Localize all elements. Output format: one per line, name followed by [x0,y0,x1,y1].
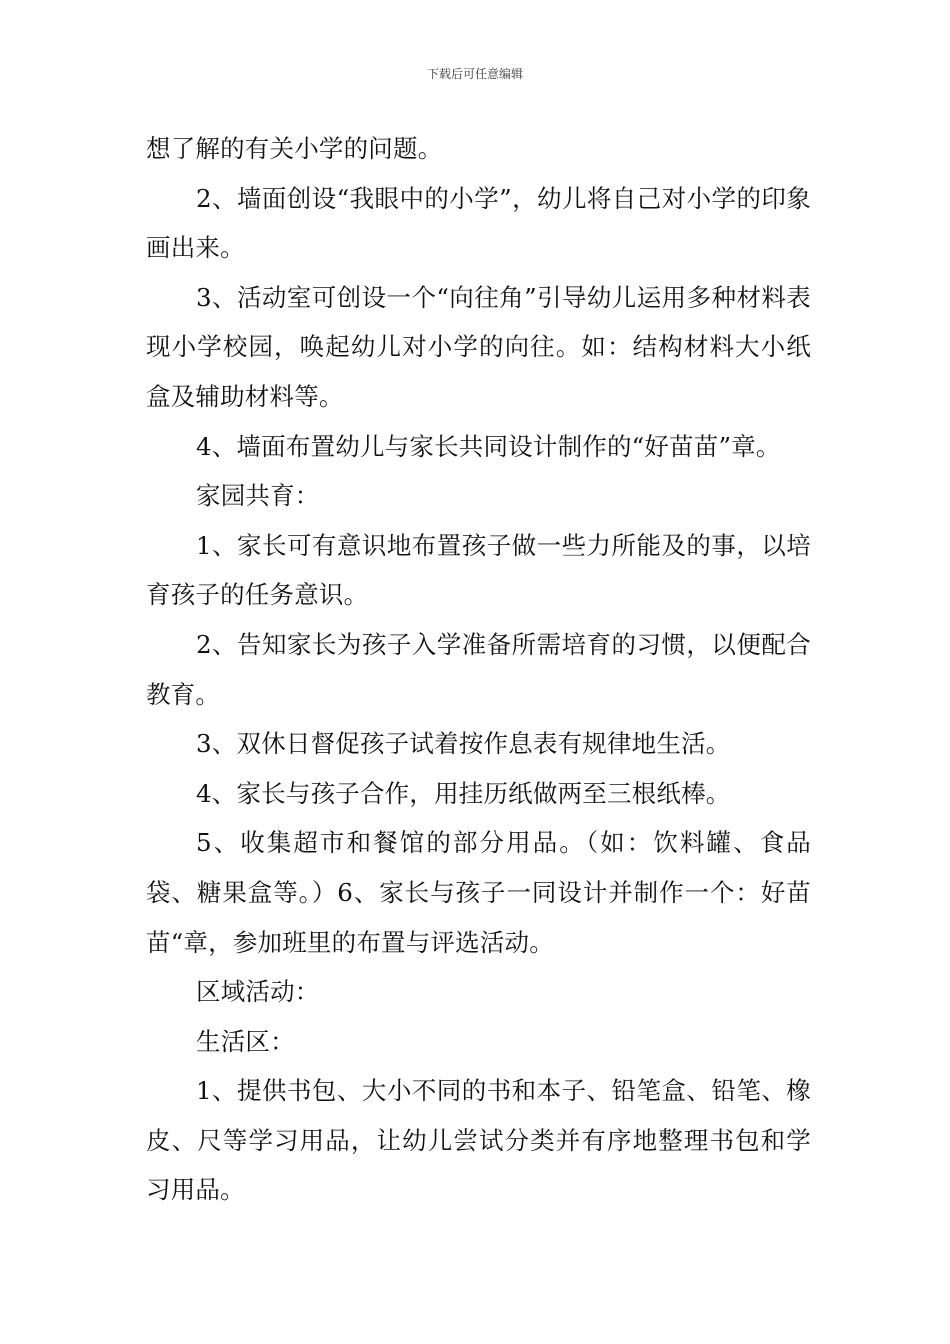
paragraph-continuation: 想了解的有关小学的问题。 [146,134,443,163]
paragraph-good-sprout-badge: 4、墙面布置幼儿与家长共同设计制作的“好苗苗”章。 [196,431,781,461]
paragraph-home-item-5-6: 5、收集超市和餐馆的部分用品。（如：饮料罐、食品袋、糖果盒等。）6、家长与孩子一同设计并制作一个：好苗苗“章，参加班里的布置与评选活动。 [146,828,811,957]
paragraph-home-item-4: 4、家长与孩子合作，用挂历纸做两至三根纸棒。 [196,778,731,808]
heading-area-activities: 区域活动： [196,977,320,1007]
paragraph-yearning-corner: 3、活动室可创设一个“向往角”引导幼儿运用多种材料表现小学校园，唤起幼儿对小学的向往。如：结构材料大小纸盒及辅助材料等。 [146,282,811,411]
paragraph-home-item-3: 3、双休日督促孩子试着按作息表有规律地生活。 [196,729,731,759]
document-body [146,124,811,1215]
page-header-note: 下载后可任意编辑 [426,67,523,81]
paragraph-home-item-2: 2、告知家长为孩子入学准备所需培育的习惯，以便配合教育。 [146,629,811,709]
paragraph-wall-my-school: 2、墙面创设“我眼中的小学”，幼儿将自己对小学的印象画出来。 [146,183,811,263]
paragraph-home-item-1: 1、家长可有意识地布置孩子做一些力所能及的事，以培育孩子的任务意识。 [146,530,811,610]
paragraph-living-item-1: 1、提供书包、大小不同的书和本子、铅笔盒、铅笔、橡皮、尺等学习用品，让幼儿尝试分类并有序地整理书包和学习用品。 [146,1076,811,1205]
heading-living-area: 生活区： [196,1026,295,1056]
heading-home-school: 家园共育： [196,481,320,511]
